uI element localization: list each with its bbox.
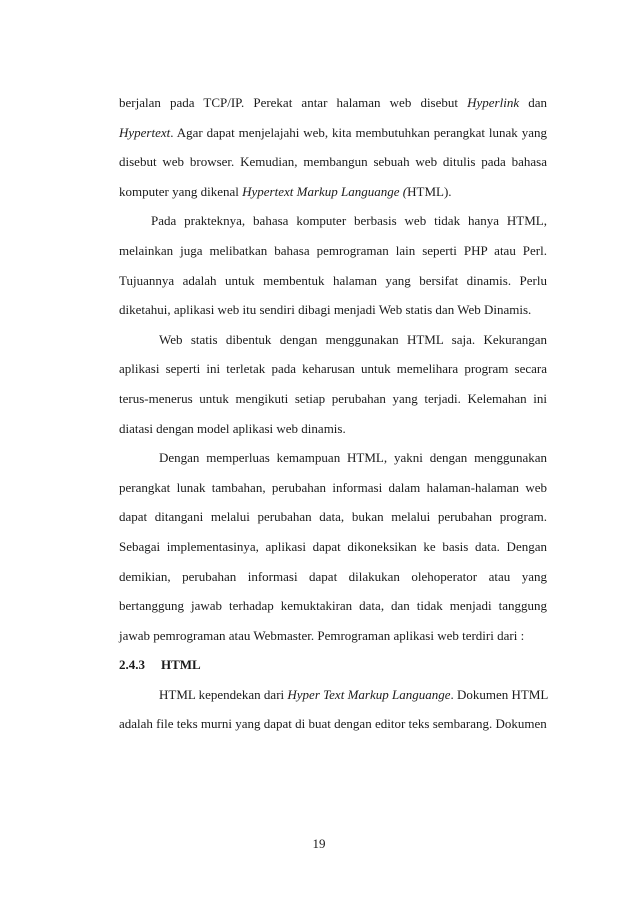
text-segment: dapat ditangani melalui perubahan data, bukan melalui perubahan program. <box>119 509 547 525</box>
text-segment: Web statis dibentuk dengan menggunakan HTML saja. Kekurangan <box>159 331 547 347</box>
text-segment: berjalan pada TCP/IP. Perekat antar halaman web disebut <box>119 95 468 110</box>
text-line <box>119 591 547 621</box>
text-line <box>119 532 547 562</box>
text-segment: diketahui, aplikasi web itu sendiri dibagi menjadi Web statis dan Web Dinamis. <box>119 302 532 318</box>
text-segment: Sebagai implementasinya, aplikasi dapat dikoneksikan ke basis data. Dengan <box>119 538 547 554</box>
text-segment: perangkat lunak tambahan, perubahan informasi dalam halaman-halaman web <box>119 479 547 495</box>
text-line <box>119 709 547 739</box>
text-segment: melainkan juga melibatkan bahasa pemrograman lain seperti PHP atau Perl. <box>119 242 547 258</box>
text-line <box>119 384 547 414</box>
text-segment: Dengan memperluas kemampuan HTML, yakni dengan menggunakan <box>159 450 547 466</box>
text-segment: aplikasi seperti ini terletak pada keharusan untuk memelihara program secara <box>119 361 547 377</box>
text-line <box>119 236 547 266</box>
section-title: HTML <box>161 657 201 673</box>
italic-term: Hyper Text Markup Languange <box>287 686 451 702</box>
italic-term: Hyperlink <box>467 95 520 110</box>
text-segment: . Dokumen HTML <box>450 686 549 702</box>
italic-term: Hypertext <box>119 124 171 140</box>
text-line <box>119 177 547 207</box>
text-line <box>119 88 547 118</box>
text-segment: diatasi dengan model aplikasi web dinamis. <box>119 420 346 436</box>
section-number: 2.4.3 <box>119 657 145 673</box>
section-heading <box>119 650 547 680</box>
text-line <box>119 206 547 236</box>
text-segment: demikian, perubahan informasi dapat dilakukan olehoperator atau yang <box>119 568 547 584</box>
text-segment: adalah file teks murni yang dapat di buat dengan editor teks sembarang. Dokumen <box>119 716 547 732</box>
text-line <box>119 266 547 296</box>
italic-term: Hypertext Markup Languange ( <box>242 183 408 199</box>
text-line <box>119 680 547 710</box>
text-segment: disebut web browser. Kemudian, membangun sebuah web ditulis pada bahasa <box>119 154 547 170</box>
text-line <box>119 621 547 651</box>
text-line <box>119 118 547 148</box>
text-line <box>119 414 547 444</box>
text-segment: dan <box>519 95 547 110</box>
text-segment: Tujuannya adalah untuk membentuk halaman yang bersifat dinamis. Perlu <box>119 272 547 288</box>
text-segment: jawab pemrograman atau Webmaster. Pemrograman aplikasi web terdiri dari : <box>119 627 525 643</box>
text-line <box>119 147 547 177</box>
text-line <box>119 502 547 532</box>
text-segment: . Agar dapat menjelajahi web, kita membutuhkan perangkat lunak yang <box>170 124 547 140</box>
text-line <box>119 562 547 592</box>
page-number: 19 <box>312 836 326 851</box>
text-segment: HTML). <box>407 183 452 199</box>
body-text <box>119 88 547 739</box>
text-line <box>119 325 547 355</box>
text-line <box>119 354 547 384</box>
text-segment: HTML kependekan dari <box>159 686 288 702</box>
text-segment: bertanggung jawab terhadap kemuktakiran data, dan tidak menjadi tanggung <box>119 598 547 614</box>
text-segment: Pada prakteknya, bahasa komputer berbasis web tidak hanya HTML, <box>151 213 547 229</box>
text-segment: komputer yang dikenal <box>119 183 243 199</box>
text-line <box>119 473 547 503</box>
text-line <box>119 443 547 473</box>
text-segment: terus-menerus untuk mengikuti setiap perubahan yang terjadi. Kelemahan ini <box>119 390 547 406</box>
text-line <box>119 295 547 325</box>
